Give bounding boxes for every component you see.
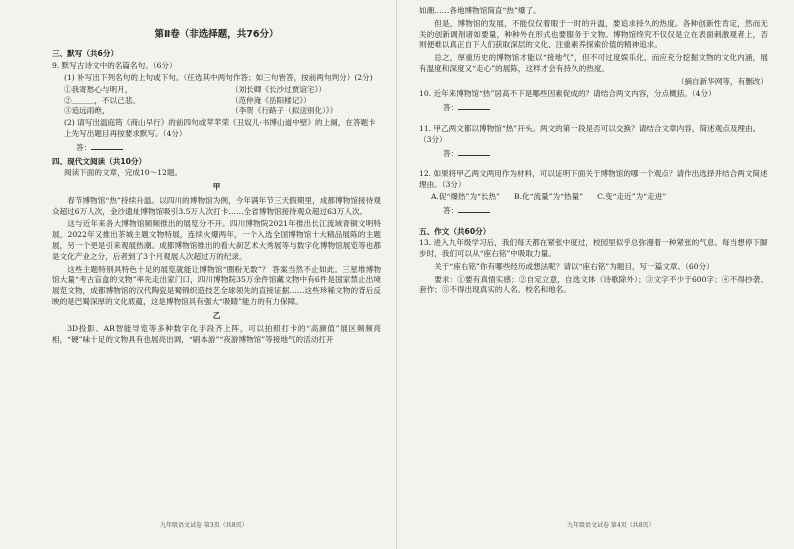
right-page <box>397 0 794 549</box>
question-13-requirements: 要求：①要有真情实感；②自定立意，自选文体（诗歌除外）；③文字不少于600字；④不得抄袭、套作；⑤不得出现真实的人名、校名和地名。 <box>419 274 768 295</box>
source-note: （摘自新华网等，有删改） <box>676 76 768 86</box>
poem-line-2: ②＿＿＿，不以己悲。 （范仲淹《岳阳楼记》） <box>64 95 311 105</box>
reading-instruction: 阅读下面的文章，完成10～12题。 <box>64 168 183 178</box>
passage-paragraph: 3D投影、AR智能导览等多种数字化手段齐上阵，可以拍照打卡的“高颜值”展区频频亮相，“硬”味十足的文物具有也展亮出调，“刷本游”“夜游博物馆”等接地气的活动打开 <box>52 324 381 345</box>
passage-yi-label: 乙 <box>212 310 221 320</box>
passage-paragraph: 如潮……各地博物馆简直“热”爆了。 <box>419 6 541 15</box>
passage-jia-label: 甲 <box>212 182 221 192</box>
question-13-task: 关于“座右铭”你有哪些经历或想法呢？请以“座右铭”为题目，写一篇文章。（60分） <box>434 261 714 271</box>
question-9: 9. 默写古诗文中的名篇名句。（6分） <box>52 61 177 71</box>
section-3-heading: 三、默写（共6分） <box>52 49 119 59</box>
question-13-prompt: 13. 进入九年级学习后，我们每天都在紧张中度过，校园里似乎总弥漫着一种紧张的气息。每当想停下脚步时，我们可以从“座右铭”中吸取力量。 <box>419 238 768 259</box>
choice-options <box>419 192 768 203</box>
question-11: 11. 甲乙两文都以博物馆“热”开头。两文的第一段是否可以交换？请结合文章内容，简述观点及理由。（3分） <box>419 124 761 144</box>
choice-a: A.促“爆热”为“长热” <box>431 191 500 201</box>
poem-line-3: ③追远雨绝， （李贺《行路子（拟送别化）》） <box>64 106 338 116</box>
passage-paragraph: 这些主题特别具特色十足的展览就能让博物馆“圈粉无数”？ 答案当然不止如此。三星堆博物馆大量“考古盲盒的文物”率先走出家门口，四川博物院35万余件馆藏文物中有6件是国家禁止出境展览文物，成都博物馆的汉代陶瓷是蜀锦织造技艺全球领先的直接证据……这些珍稀文物的背后反映的是巴蜀深厚的文化底蕴，这是博物馆具有强大“吸睛”能力的有力保障。 <box>52 264 381 306</box>
choice-c: C.变“走近”为“走进” <box>597 191 667 201</box>
question-9-part-2: (2) 请写出温庭筠《商山早行》的前四句或苹苹荣《丑奴儿·书博山道中壁》的上阕，在答题卡上先写出题目再按要求默写。（4分） <box>64 118 376 138</box>
poem-line-1: ①我寄愁心与明月， （刘长卿《长沙过贾谊宅》） <box>64 84 326 94</box>
page-footer: 九年级语文试卷 第3页（共8页） <box>160 522 248 530</box>
question-12: 12. 如果将甲乙两文两用作为材料，可以证明下面关于博物馆的哪一个观点？请作出选择并结合两文简述理由。（3分） <box>419 169 768 190</box>
passage-paragraph: 这与近年来各大博物馆频频推出的展览分不开。四川博物院2021年推出长江流域青铜文明特展，2022年又推出茶城主题文物特展，连续火爆两年，一个入选全国博物馆十大精品展陈的主题展，另一个更是引来观展热潮。成都博物馆推出的看大刹艺术大秀展等与数字化博物馆展览等也都是文化产业之分，后者到了3个月观展人次超过万的纪录。 <box>52 219 381 261</box>
choice-b: B.化“流量”为“热量” <box>514 191 584 201</box>
answer-line: 答： <box>419 204 768 217</box>
section-title: 第Ⅱ卷（非选择题，共76分） <box>154 29 279 40</box>
section-4-heading: 四、现代文阅读（共10分） <box>52 156 147 166</box>
passage-paragraph: 总之，厚重历史的博物馆才能以“接地气”，但不可过度娱乐化，而应充分挖掘文物的文化内涵，展有温度和深度又“走心”的展陈，这样才会有持久的热度。 <box>419 53 768 73</box>
page-footer: 九年级语文试卷 第4页（共8页） <box>567 522 655 530</box>
answer-line: 答： <box>419 101 768 114</box>
question-9-part-1: (1) 补写出下列名句的上句或下句。（任选其中两句作答；如三句皆答，按前两句判分）(2分) <box>64 73 373 83</box>
question-10: 10. 近年来博物馆“热”居高不下是哪些因素促成的？请结合两文内容，分点概括。（4分） <box>419 89 716 99</box>
answer-line: 答： <box>52 141 381 154</box>
passage-paragraph: 春节博物馆“热”持续升温。以四川的博物馆为例，今年满年节三天假期里，成都博物馆接待观众超过6万人次，金沙遗址博物馆吸引3.5万人次打卡……全省博物馆接待观众超过63万人次。 <box>52 195 381 216</box>
section-5-heading: 五、作文（共60分） <box>419 226 491 236</box>
passage-paragraph: 但是，博物馆的发展，不能仅仅着眼于一时的升温，要追求持久的热度。各种创新性肯定，然而无关的创新调剂诸如要量，种种外在形式也要服务于文物。博物馆终究不仅仅是立在表面刺激观者上，否则便难以真正自下人们获取深层的文化、注重素养探索价值的精神追求。 <box>419 18 768 50</box>
answer-line: 答： <box>419 147 768 160</box>
